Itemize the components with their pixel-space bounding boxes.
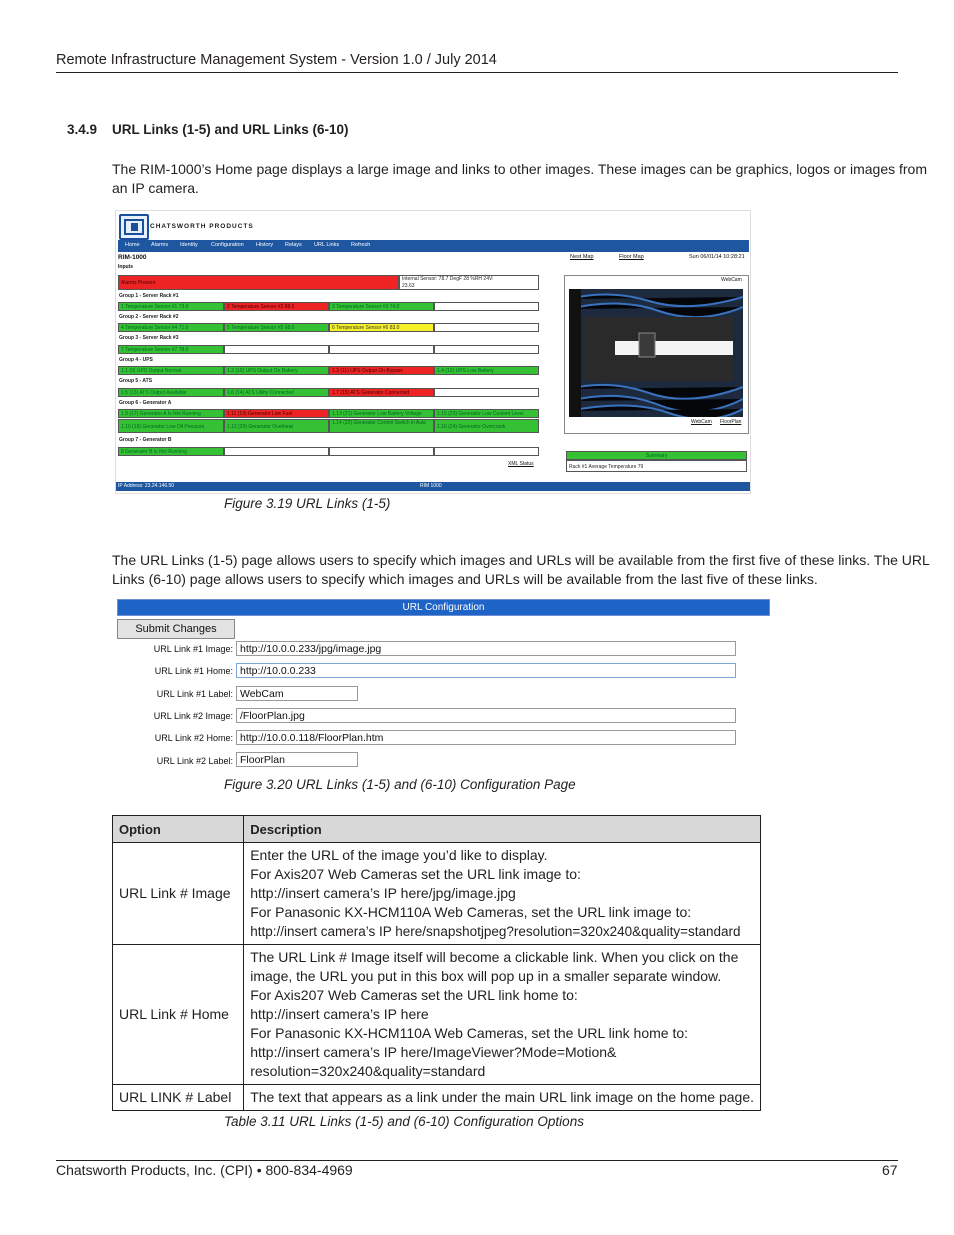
description-line: The URL Link # Image itself will become a clickable link. When you click on the	[250, 949, 739, 965]
sensor-tile-empty	[329, 447, 434, 456]
group-label: Group 2 - Server Rack #2	[119, 314, 179, 320]
description-cell	[244, 843, 761, 945]
url-link-1-image-input[interactable]: http://10.0.0.233/jpg/image.jpg	[236, 641, 736, 656]
group-label: Group 5 - ATS	[119, 378, 153, 384]
sensor-tile: 1.11 (19) Generator Low Fuel	[224, 409, 329, 418]
sensor-tile-empty	[224, 345, 329, 354]
sensor-tile: 1.16 (24) Generator Overcrank	[434, 419, 539, 433]
description-line: For Axis207 Web Cameras set the URL link home to:	[250, 987, 578, 1003]
sensor-tile: 1.7 (15) ATS Generator Connected	[329, 388, 434, 397]
group-label: Group 6 - Generator A	[119, 400, 172, 406]
inputs-label: Inputs	[118, 264, 133, 270]
xml-status-link[interactable]: XML Status	[508, 461, 534, 467]
description-line: http://insert camera’s IP here/jpg/image.jpg	[250, 885, 516, 901]
description-line: http://insert camera’s IP here	[250, 1006, 429, 1022]
description-line: http://insert camera’s IP here/snapshotjpeg?resolution=320x240&quality=standard	[250, 924, 741, 939]
url-link-2-image-label: URL Link #2 Image:	[153, 711, 233, 721]
option-cell: URL Link # Home	[113, 945, 244, 1085]
section-number: 3.4.9	[67, 122, 98, 137]
group-label: Group 1 - Server Rack #1	[119, 293, 179, 299]
sensor-tile: 1.3 (11) UPS Output On Bypass	[329, 366, 434, 375]
sensor-tile: 4 Temperature Sensor #4 71.0	[118, 323, 224, 332]
intro-line: The RIM-1000’s Home page displays a large image and links to other images. These images can be graphics, logos or images from	[112, 161, 928, 177]
paragraph-line: The URL Links (1-5) page allows users to specify which images and URLs will be available from the first five of these links. The URL	[112, 552, 930, 568]
url-link-1-image-label: URL Link #1 Image:	[153, 644, 233, 654]
logo-text: CHATSWORTH PRODUCTS	[150, 223, 254, 230]
page-number: 67	[882, 1162, 898, 1178]
url-link-2-image-input[interactable]: /FloorPlan.jpg	[236, 708, 736, 723]
description-line: Enter the URL of the image you’d like to display.	[250, 847, 548, 863]
sensor-tile: 1.5 (13) ATS Output Available	[118, 388, 224, 397]
nav-home[interactable]: Home	[125, 242, 140, 248]
sensor-tile: 1.13 (21) Generator Low Battery Voltage	[329, 409, 434, 418]
nav-history[interactable]: History	[256, 242, 274, 248]
column-header: Description	[244, 816, 761, 843]
option-cell: URL Link # Image	[113, 843, 244, 945]
internal-sensor-tile	[399, 275, 539, 290]
sensor-tile-empty	[434, 323, 539, 332]
webcam-title: WebCam	[721, 277, 742, 283]
description-line: resolution=320x240&quality=standard	[250, 1063, 486, 1079]
options-table	[112, 815, 761, 1111]
nav-relays[interactable]: Relays	[285, 242, 302, 248]
sensor-tile: 7 Temperature Sensor #7 78.0	[118, 345, 224, 354]
sensor-tile: 1.6 (14) ATS Utility Connected	[224, 388, 329, 397]
column-header: Option	[113, 816, 244, 843]
sensor-tile-empty	[434, 388, 539, 397]
option-cell: URL LINK # Label	[113, 1085, 244, 1111]
section-title: URL Links (1-5) and URL Links (6-10)	[112, 122, 349, 137]
intro-paragraph	[112, 160, 928, 197]
sensor-tile: 1.14 (22) Generator Control Switch in Auto	[329, 419, 434, 433]
description-line: For Panasonic KX-HCM110A Web Cameras, set the URL link home to:	[250, 1025, 689, 1041]
url-link-1-home-input[interactable]: http://10.0.0.233	[236, 663, 736, 678]
sensor-tile: 1.15 (23) Generator Low Coolant Level	[434, 409, 539, 418]
group-label: Group 7 - Generator B	[119, 437, 172, 443]
nav-alarms[interactable]: Alarms	[151, 242, 169, 248]
device-name: RIM-1000	[118, 254, 147, 261]
url-link-2-home-input[interactable]: http://10.0.0.118/FloorPlan.htm	[236, 730, 736, 745]
description-line: image, the URL you put in this box will pop up in a smaller separate window.	[250, 968, 722, 984]
url-config-title-bar: URL Configuration	[117, 599, 770, 616]
rim-home-screenshot	[115, 210, 751, 494]
sensor-tile-empty	[434, 447, 539, 456]
table-header-row	[113, 816, 761, 843]
table-caption: Table 3.11 URL Links (1-5) and (6-10) Configuration Options	[224, 1114, 584, 1129]
table-row	[113, 843, 761, 945]
nest-map-link[interactable]: Nest Map	[570, 254, 594, 260]
webcam-link[interactable]: WebCam	[691, 419, 712, 425]
sensor-tile: 1.12 (20) Generator Overheat	[224, 419, 329, 433]
figure-caption: Figure 3.20 URL Links (1-5) and (6-10) Configuration Page	[224, 777, 576, 792]
url-link-1-label-input[interactable]: WebCam	[236, 686, 358, 701]
description-line: For Axis207 Web Cameras set the URL link image to:	[250, 866, 581, 882]
summary-row: Rack #1 Average Temperature 79	[566, 460, 747, 472]
device-model: RIM 1000	[420, 483, 442, 489]
submit-changes-button[interactable]: Submit Changes	[117, 619, 235, 639]
table-row	[113, 1085, 761, 1111]
nav-bar	[118, 240, 749, 252]
figure-caption: Figure 3.19 URL Links (1-5)	[224, 496, 391, 511]
description-cell	[244, 945, 761, 1085]
intro-line: an IP camera.	[112, 179, 199, 196]
url-link-2-label-label: URL Link #2 Label:	[156, 756, 233, 766]
description-line: http://insert camera’s IP here/ImageViewer?Mode=Motion&	[250, 1044, 617, 1060]
summary-header: Summary	[566, 451, 747, 460]
table-row	[113, 945, 761, 1085]
alarm-tile: Alarms Present	[118, 275, 399, 290]
sensor-tile-empty	[224, 447, 329, 456]
datetime: Sun 06/01/14 10:28:21	[689, 254, 745, 260]
header-rule	[56, 72, 898, 73]
floorplan-link[interactable]: FloorPlan	[720, 419, 742, 425]
nav-identity[interactable]: Identity	[180, 242, 198, 248]
paragraph-line: Links (6-10) page allows users to specify which images and URLs will be available from the last five of these links.	[112, 570, 818, 587]
url-link-1-home-label: URL Link #1 Home:	[154, 666, 233, 676]
footer-company: Chatsworth Products, Inc. (CPI) • 800-834-4969	[56, 1162, 353, 1178]
sensor-tile: 3 Temperature Sensor #3 74.0	[329, 302, 434, 311]
internal-sensor-line: Internal Sensor: 78.7 DegF 28 %RH 24V:	[402, 276, 494, 282]
url-link-1-label-label: URL Link #1 Label:	[156, 689, 233, 699]
sensor-tile: 6 Temperature Sensor #6 83.0	[329, 323, 434, 332]
sensor-tile: 5 Temperature Sensor #5 68.0	[224, 323, 329, 332]
nav-refresh[interactable]: Refresh	[351, 242, 371, 248]
description-line: The text that appears as a link under the main URL link image on the home page.	[250, 1089, 754, 1105]
webcam-image[interactable]	[569, 289, 743, 417]
sensor-tile: 1 Temperature Sensor #1 73.0	[118, 302, 224, 311]
url-links-paragraph	[112, 551, 930, 588]
url-link-2-home-label: URL Link #2 Home:	[154, 733, 233, 743]
sensor-tile-empty	[434, 345, 539, 354]
sensor-tile: 8 Generator B Is Not Running	[118, 447, 224, 456]
sensor-tile: 1.2 (10) UPS Output On Battery	[224, 366, 329, 375]
url-link-2-label-input[interactable]: FloorPlan	[236, 752, 358, 767]
sensor-tile: 1.1 (9) UPS Output Normal	[118, 366, 224, 375]
running-header: Remote Infrastructure Management System - Version 1.0 / July 2014	[56, 52, 497, 68]
sensor-tile: 1.10 (18) Generator Low Oil Pressure	[118, 419, 224, 433]
sensor-tile: 2 Temperature Sensor #2 88.0	[224, 302, 329, 311]
sensor-tile-empty	[329, 345, 434, 354]
nav-configuration[interactable]: Configuration	[211, 242, 244, 248]
ip-address: IP Address: 23.24.146.50	[118, 483, 175, 489]
group-label: Group 3 - Server Rack #3	[119, 335, 179, 341]
internal-sensor-line: 23.63	[402, 283, 415, 289]
description-cell	[244, 1085, 761, 1111]
floor-map-link[interactable]: Floor Map	[619, 254, 644, 260]
cpi-logo-icon	[119, 214, 149, 240]
nav-url-links[interactable]: URL Links	[314, 242, 340, 248]
status-bar	[116, 482, 750, 491]
sensor-tile: 1.9 (17) Generator A Is Not Running	[118, 409, 224, 418]
footer-rule	[56, 1160, 898, 1161]
sensor-tile-empty	[434, 302, 539, 311]
group-label: Group 4 - UPS	[119, 357, 153, 363]
description-line: For Panasonic KX-HCM110A Web Cameras, set the URL link image to:	[250, 904, 692, 920]
sensor-tile: 1.4 (12) UPS Low Battery	[434, 366, 539, 375]
